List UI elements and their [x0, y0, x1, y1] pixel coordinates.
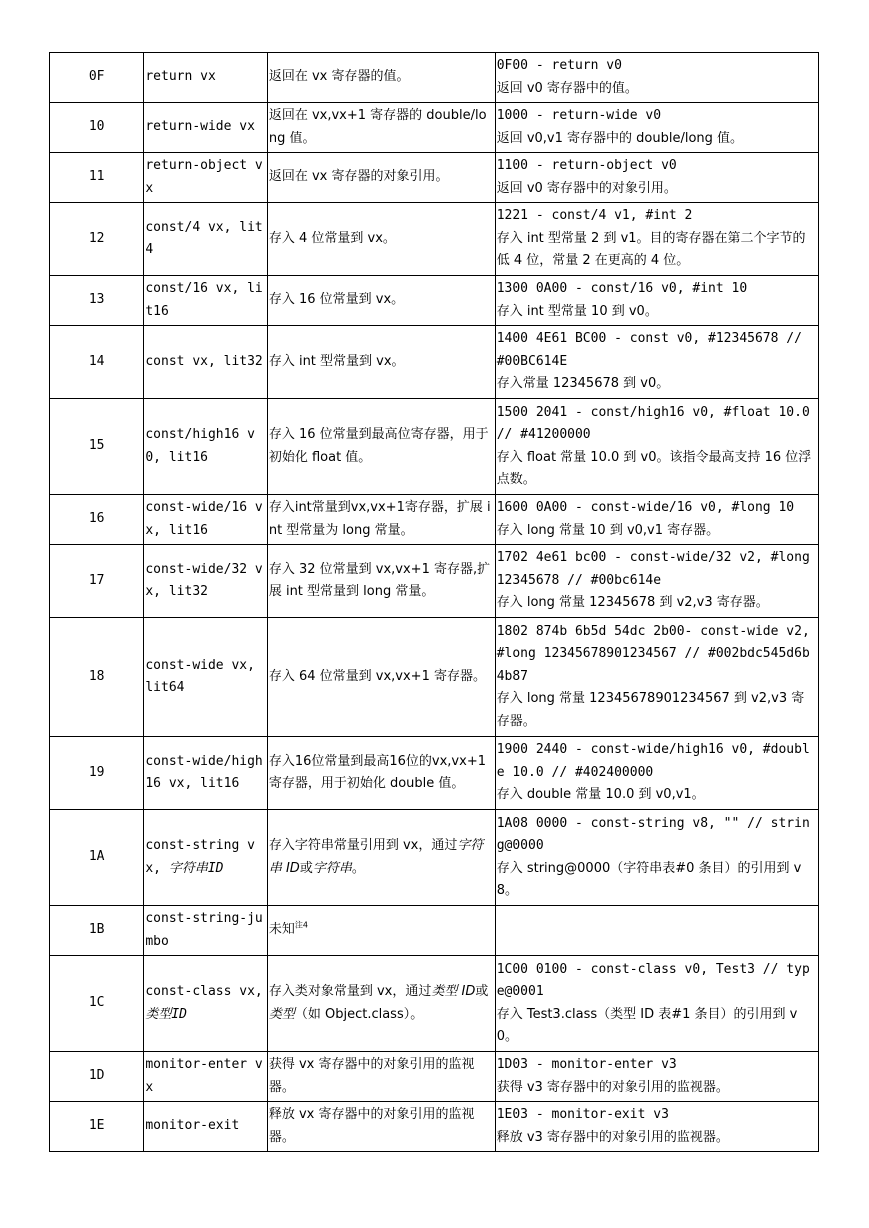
example-cell	[495, 1102, 818, 1152]
description-term: 类型	[268, 1006, 295, 1022]
description-cell: 返回在 vx 寄存器的值。	[267, 53, 495, 103]
example-text: 返回 v0 寄存器中的对象引用。	[496, 180, 677, 196]
table-row	[50, 618, 819, 737]
instruction-cell: const-wide/32 vx, lit32	[144, 545, 267, 618]
example-code: 1300 0A00 - const/16 v0, #int 10	[496, 281, 748, 296]
example-cell	[495, 906, 818, 956]
instruction-operand: 类型ID	[145, 1006, 188, 1022]
description-term: 字符串 ID	[268, 838, 484, 876]
example-cell	[495, 956, 818, 1052]
example-cell	[495, 495, 818, 545]
instruction-cell	[144, 956, 267, 1052]
example-cell	[495, 103, 818, 153]
instruction-cell: return-object vx	[144, 153, 267, 203]
example-cell	[495, 737, 818, 810]
description-cell: 存入 int 型常量到 vx。	[267, 326, 495, 399]
example-cell	[495, 276, 818, 326]
description-text: 存入类对象常量到 vx，通过	[268, 984, 432, 999]
example-text: 获得 v3 寄存器中的对象引用的监视器。	[496, 1079, 729, 1095]
opcode-cell: 1D	[50, 1052, 144, 1102]
example-text: 释放 v3 寄存器中的对象引用的监视器。	[496, 1129, 729, 1145]
description-cell: 存入 16 位常量到 vx。	[267, 276, 495, 326]
opcode-cell: 1B	[50, 906, 144, 956]
example-text: 返回 v0,v1 寄存器中的 double/long 值。	[496, 130, 744, 146]
description-text: 或	[299, 860, 313, 876]
description-cell: 存入 32 位常量到 vx,vx+1 寄存器,扩展 int 型常量到 long 常量。	[267, 545, 495, 618]
instruction-cell: const/high16 v0, lit16	[144, 399, 267, 495]
table-row	[50, 956, 819, 1052]
description-text: 。	[351, 860, 365, 876]
example-text: 存入 int 型常量 2 到 v1。目的寄存器在第二个字节的低 4 位，常量 2 在更高的 4 位。	[496, 230, 806, 269]
instruction-cell	[144, 810, 267, 906]
example-cell	[495, 810, 818, 906]
instruction-cell: monitor-enter vx	[144, 1052, 267, 1102]
table-row	[50, 1052, 819, 1102]
instruction-cell: return vx	[144, 53, 267, 103]
opcode-cell: 1A	[50, 810, 144, 906]
description-cell: 存入 64 位常量到 vx,vx+1 寄存器。	[267, 618, 495, 737]
opcode-cell: 15	[50, 399, 144, 495]
opcode-cell: 1E	[50, 1102, 144, 1152]
description-cell: 返回在 vx 寄存器的对象引用。	[267, 153, 495, 203]
example-code: 1702 4e61 bc00 - const-wide/32 v2, #long 12345678 // #00bc614e	[496, 550, 810, 588]
example-text: 存入 long 常量 12345678 到 v2,v3 寄存器。	[496, 595, 769, 611]
opcode-cell: 18	[50, 618, 144, 737]
instruction-cell: const-string-jumbo	[144, 906, 267, 956]
opcode-table	[49, 52, 819, 1152]
instruction-cell: const-wide/high16 vx, lit16	[144, 737, 267, 810]
instruction-cell: const vx, lit32	[144, 326, 267, 399]
example-text: 存入 int 型常量 10 到 v0。	[496, 303, 658, 319]
table-row	[50, 1102, 819, 1152]
table-row	[50, 53, 819, 103]
example-code: 1A08 0000 - const-string v8, "" // string@0000	[496, 815, 810, 853]
description-cell	[267, 906, 495, 956]
instruction-text: const-string vx,	[145, 838, 255, 876]
example-code: 1500 2041 - const/high16 v0, #float 10.0 // #41200000	[496, 404, 810, 442]
example-text: 返回 v0 寄存器中的值。	[496, 80, 638, 96]
opcode-cell: 13	[50, 276, 144, 326]
description-text: （如 Object.class）。	[294, 1006, 424, 1022]
example-code: 1221 - const/4 v1, #int 2	[496, 208, 693, 224]
instruction-cell: const-wide vx, lit64	[144, 618, 267, 737]
example-code: 1E03 - monitor-exit v3	[496, 1107, 669, 1122]
example-cell	[495, 53, 818, 103]
example-text: 存入 float 常量 10.0 到 v0。该指令最高支持 16 位浮点数。	[496, 449, 812, 487]
example-text: 存入常量 12345678 到 v0。	[496, 376, 670, 392]
opcode-cell: 12	[50, 203, 144, 276]
example-cell	[495, 399, 818, 495]
description-cell: 获得 vx 寄存器中的对象引用的监视器。	[267, 1052, 495, 1102]
example-code: 1400 4E61 BC00 - const v0, #12345678 // #00BC614E	[496, 331, 802, 369]
description-term: 类型 ID	[431, 984, 476, 999]
instruction-operand: 字符串ID	[168, 860, 224, 876]
example-code: 1D03 - monitor-enter v3	[496, 1057, 677, 1072]
description-cell	[267, 956, 495, 1052]
example-text: 存入 Test3.class（类型 ID 表#1 条目）的引用到 v0。	[496, 1006, 798, 1044]
table-row	[50, 276, 819, 326]
opcode-cell: 19	[50, 737, 144, 810]
example-code: 1000 - return-wide v0	[496, 108, 662, 123]
table-row	[50, 399, 819, 495]
description-cell: 存入 16 位常量到最高位寄存器，用于初始化 float 值。	[267, 399, 495, 495]
instruction-cell: return-wide vx	[144, 103, 267, 153]
example-text: 存入 string@0000（字符串表#0 条目）的引用到 v8。	[496, 860, 802, 898]
example-code: 1900 2440 - const-wide/high16 v0, #double 10.0 // #402400000	[496, 742, 810, 780]
description-term: 字符串	[312, 860, 352, 876]
description-cell: 存入int常量到vx,vx+1寄存器，扩展 int 型常量为 long 常量。	[267, 495, 495, 545]
example-text: 存入 long 常量 12345678901234567 到 v2,v3 寄存器。	[496, 691, 805, 729]
table-row	[50, 737, 819, 810]
instruction-cell: const-wide/16 vx, lit16	[144, 495, 267, 545]
instruction-cell: const/16 vx, lit16	[144, 276, 267, 326]
example-cell	[495, 545, 818, 618]
example-cell	[495, 618, 818, 737]
example-code: 0F00 - return v0	[496, 58, 622, 73]
opcode-cell: 10	[50, 103, 144, 153]
instruction-cell: monitor-exit	[144, 1102, 267, 1152]
opcode-cell: 16	[50, 495, 144, 545]
example-cell	[495, 153, 818, 203]
table-row	[50, 103, 819, 153]
example-cell	[495, 326, 818, 399]
example-code: 1600 0A00 - const-wide/16 v0, #long 10	[496, 500, 795, 515]
table-row	[50, 203, 819, 276]
example-code: 1100 - return-object v0	[496, 158, 677, 173]
example-cell	[495, 1052, 818, 1102]
example-code: 1802 874b 6b5d 54dc 2b00- const-wide v2, #long 12345678901234567 // #002bdc545d6b4b87	[496, 623, 810, 684]
example-text: 存入 double 常量 10.0 到 v0,v1。	[496, 787, 705, 803]
opcode-cell: 0F	[50, 53, 144, 103]
description-cell: 存入 4 位常量到 vx。	[267, 203, 495, 276]
description-cell	[267, 810, 495, 906]
description-text: 存入字符串常量引用到 vx，通过	[268, 838, 458, 853]
example-code: 1C00 0100 - const-class v0, Test3 // type@0001	[496, 961, 810, 999]
description-cell: 返回在 vx,vx+1 寄存器的 double/long 值。	[267, 103, 495, 153]
table-row	[50, 153, 819, 203]
description-cell: 释放 vx 寄存器中的对象引用的监视器。	[267, 1102, 495, 1152]
instruction-cell: const/4 vx, lit4	[144, 203, 267, 276]
example-text: 存入 long 常量 10 到 v0,v1 寄存器。	[496, 522, 720, 538]
opcode-cell: 17	[50, 545, 144, 618]
table-row	[50, 495, 819, 545]
opcode-cell: 14	[50, 326, 144, 399]
footnote-marker[interactable]: 注4	[294, 920, 308, 930]
example-cell	[495, 203, 818, 276]
description-text: 或	[475, 984, 489, 999]
table-row	[50, 545, 819, 618]
opcode-cell: 11	[50, 153, 144, 203]
opcode-cell: 1C	[50, 956, 144, 1052]
table-row	[50, 906, 819, 956]
description-text: 未知	[268, 922, 295, 938]
table-row	[50, 810, 819, 906]
table-row	[50, 326, 819, 399]
instruction-text: const-class vx,	[145, 984, 263, 999]
description-cell: 存入16位常量到最高16位的vx,vx+1 寄存器，用于初始化 double 值。	[267, 737, 495, 810]
